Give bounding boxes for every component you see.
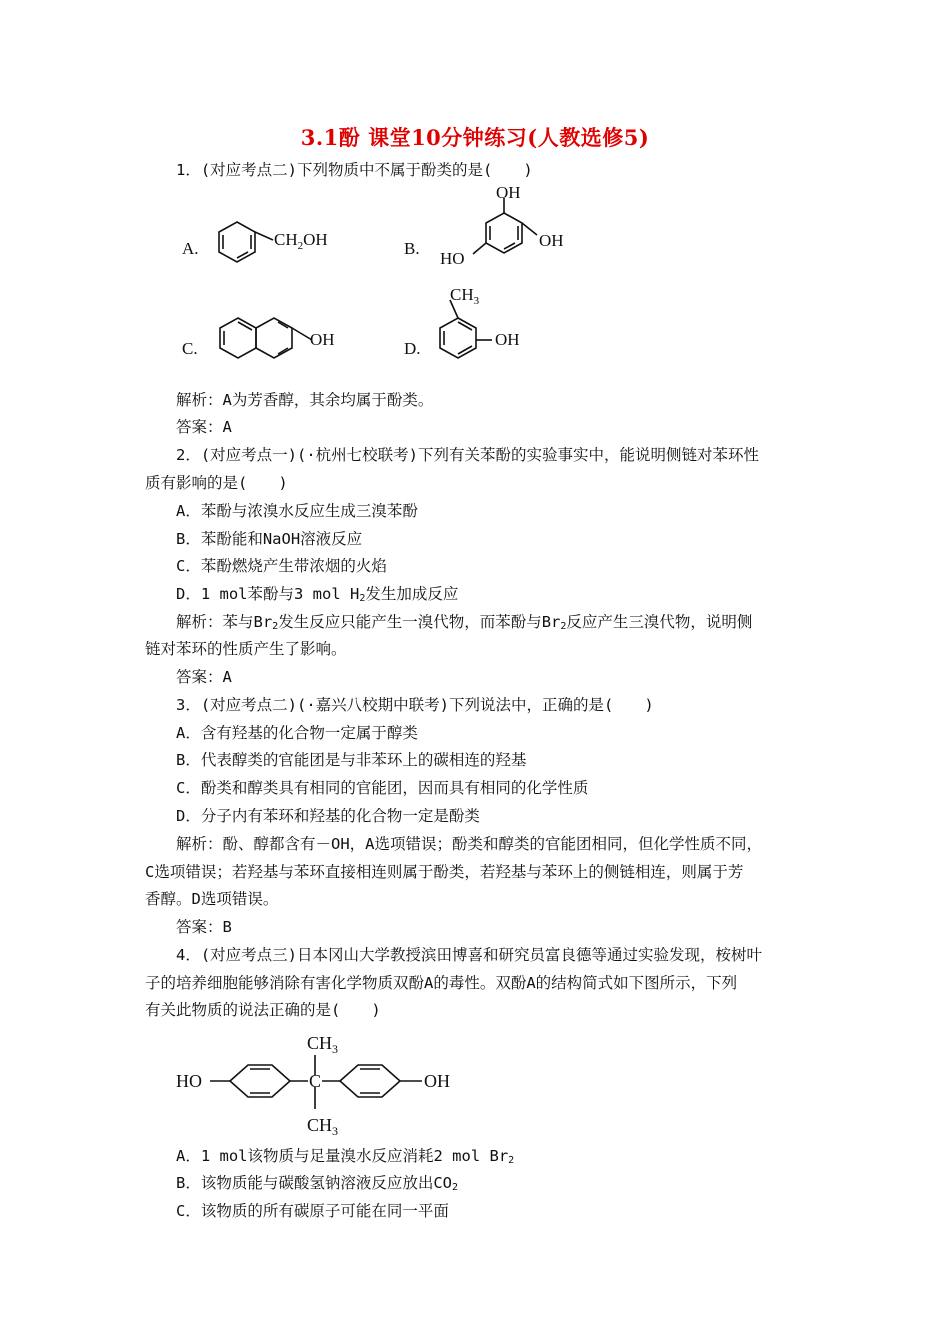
q2-analysis-line2: 链对苯环的性质产生了影响。	[145, 640, 347, 658]
q3-option-d: D．分子内有苯环和羟基的化合物一定是酚类	[176, 807, 480, 825]
q1-stem: 1．(对应考点二)下列物质中不属于酚类的是( )	[176, 161, 533, 179]
q2-option-c: C．苯酚燃烧产生带浓烟的火焰	[176, 557, 387, 575]
bisphenol-a-structure	[170, 1025, 470, 1140]
oh-label-right: OH	[539, 231, 564, 250]
q1-option-c-label: C.	[182, 339, 198, 358]
q4-option-a: A．1 mol该物质与足量溴水反应消耗2 mol $Br_2$	[176, 1147, 515, 1166]
q1-structures	[170, 180, 590, 370]
q4-stem-line3: 有关此物质的说法正确的是( )	[145, 1001, 381, 1019]
q3-answer: 答案：B	[176, 918, 232, 936]
q2-stem-line1: 2．(对应考点一)(·杭州七校联考)下列有关苯酚的实验事实中，能说明侧链对苯环性	[176, 446, 759, 464]
oh-label-top: OH	[496, 183, 521, 202]
q3-analysis-line1: 解析：酚、醇都含有－OH，A选项错误；酚类和醇类的官能团相同，但化学性质不同，	[176, 835, 762, 853]
ch3-label: $CH_3$	[450, 285, 480, 307]
benzyl-alcohol-structure	[219, 222, 273, 262]
cresol-oh-label: OH	[495, 330, 520, 349]
bpa-ho-label: HO	[176, 1071, 202, 1091]
ho-label-left: HO	[440, 249, 465, 268]
q3-option-c: C．酚类和醇类具有相同的官能团，因而具有相同的化学性质	[176, 779, 589, 797]
bpa-ch3-bottom: $CH_3$	[307, 1115, 339, 1138]
q3-stem: 3．(对应考点二)(·嘉兴八校期中联考)下列说法中，正确的是( )	[176, 696, 654, 714]
cresol-structure	[440, 300, 492, 358]
central-carbon: C	[309, 1071, 322, 1091]
page-title: 3.1酚 课堂10分钟练习(人教选修5)	[300, 125, 650, 150]
q2-stem-line2: 质有影响的是( )	[145, 474, 288, 492]
q2-option-b: B．苯酚能和NaOH溶液反应	[176, 530, 363, 548]
q1-option-d-label: D.	[404, 339, 421, 358]
q1-option-b-label: B.	[404, 239, 420, 258]
benzenetriol-structure	[473, 198, 537, 254]
naphthol-oh-label: OH	[310, 330, 335, 349]
q4-stem-line1: 4．(对应考点三)日本冈山大学教授滨田博喜和研究员富良德等通过实验发现，桉树叶	[176, 946, 762, 964]
q4-option-b: B．该物质能与碳酸氢钠溶液反应放出$CO_2$	[176, 1174, 459, 1193]
q2-option-a: A．苯酚与浓溴水反应生成三溴苯酚	[176, 502, 418, 520]
q1-answer: 答案：A	[176, 418, 232, 436]
q2-answer: 答案：A	[176, 668, 232, 686]
q2-option-d: D．1 mol苯酚与3 mol $H_2$发生加成反应	[176, 585, 459, 604]
bpa-oh-label: OH	[424, 1071, 450, 1091]
ch2oh-label: $CH_2OH$	[274, 230, 328, 252]
q3-analysis-line2: C选项错误；若羟基与苯环直接相连则属于酚类，若羟基与苯环上的侧链相连，则属于芳	[145, 863, 744, 881]
q3-analysis-line3: 香醇。D选项错误。	[145, 890, 279, 908]
q1-option-a-label: A.	[182, 239, 199, 258]
bpa-ch3-top: $CH_3$	[307, 1033, 339, 1056]
q2-analysis-line1: 解析：苯与$Br_2$发生反应只能产生一溴代物，而苯酚与$Br_2$反应产生三溴代物，说明侧	[176, 613, 753, 632]
q3-option-a: A．含有羟基的化合物一定属于醇类	[176, 724, 418, 742]
naphthol-structure	[220, 318, 312, 358]
q4-stem-line2: 子的培养细胞能够消除有害化学物质双酚A的毒性。双酚A的结构简式如下图所示，下列	[145, 974, 738, 992]
q4-option-c: C．该物质的所有碳原子可能在同一平面	[176, 1202, 449, 1220]
q1-analysis: 解析：A为芳香醇，其余均属于酚类。	[176, 391, 434, 409]
q3-option-b: B．代表醇类的官能团是与非苯环上的碳相连的羟基	[176, 751, 527, 769]
